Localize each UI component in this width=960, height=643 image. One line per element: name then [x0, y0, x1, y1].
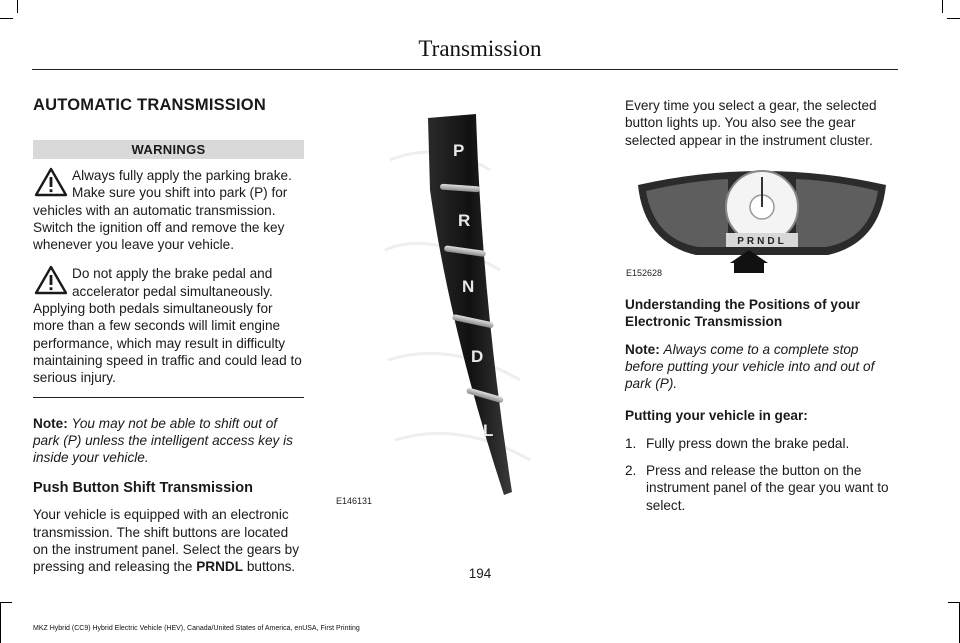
step-text: Fully press down the brake pedal. — [646, 435, 850, 451]
step-number: 2. — [625, 463, 637, 479]
list-item — [625, 435, 896, 452]
warning-text: Always fully apply the parking brake. Make sure you shift into park (P) for vehicles with an automatic transmission. Switch the ignition off and remove the key whenever you leave your vehicle. — [33, 168, 292, 253]
crop-mark — [17, 0, 18, 13]
steps-list — [625, 435, 896, 514]
note-text: You may not be able to shift out of park (P) unless the intelligent access key is inside your vehicle. — [33, 415, 293, 466]
page-number: 194 — [468, 566, 492, 581]
body-text: Your vehicle is equipped with an electronic transmission. The shift buttons are located on the instrument panel. Select the gears by pressing and releasing the — [33, 507, 299, 575]
body-text-end: buttons. — [243, 559, 296, 575]
shifter-button-label: L — [483, 421, 494, 440]
note — [33, 415, 304, 467]
step-text: Press and release the button on the instrument panel of the gear you want to select. — [646, 463, 889, 513]
push-button-shifter-illustration — [380, 100, 550, 510]
right-column — [625, 97, 896, 149]
crop-mark — [948, 602, 960, 603]
page-header-title: Transmission — [418, 36, 542, 61]
header-rule — [32, 69, 898, 70]
warnings-box — [33, 140, 304, 398]
shifter-button-label: P — [453, 141, 465, 160]
body-bold-text: PRNDL — [196, 559, 244, 575]
crop-mark — [947, 18, 960, 19]
cluster-image-code: E152628 — [626, 268, 663, 278]
right-note-label: Note: — [625, 341, 660, 357]
warning-item — [33, 167, 304, 253]
right-note — [625, 341, 896, 393]
shifter-image-code: E146131 — [336, 496, 373, 506]
steps-heading: Putting your vehicle in gear: — [625, 408, 808, 424]
crop-mark — [0, 602, 12, 603]
step-number: 1. — [625, 435, 637, 451]
instrument-cluster-illustration — [628, 165, 896, 280]
warnings-heading: WARNINGS — [33, 140, 304, 159]
footer-text: MKZ Hybrid (CC9) Hybrid Electric Vehicle (HEV), Canada/United States of America, enUSA, First Printing — [33, 625, 360, 632]
shifter-button-label: D — [471, 347, 484, 366]
warning-item — [33, 265, 304, 386]
list-item — [625, 462, 896, 514]
warning-text: Do not apply the brake pedal and accelerator pedal simultaneously. Applying both pedals simultaneously for more than a few seconds will limit engine performance, which may result in difficulty maintaining speed in traffic and could lead to serious injury. — [33, 266, 302, 386]
gear-indicator-text: PRNDL — [737, 236, 787, 247]
shifter-button-label: N — [462, 277, 475, 296]
note-label: Note: — [33, 415, 68, 431]
arrow-up-icon — [734, 262, 764, 273]
right-column-lower — [625, 296, 896, 524]
warnings-rule — [33, 397, 304, 398]
warning-triangle-icon — [33, 167, 69, 197]
crop-mark — [942, 0, 943, 13]
crop-mark — [0, 602, 1, 643]
cluster-screen-right — [796, 179, 878, 247]
right-heading: Understanding the Positions of your Electronic Transmission — [625, 297, 860, 330]
section-title: AUTOMATIC TRANSMISSION — [33, 96, 266, 114]
crop-mark — [0, 18, 13, 19]
subsection-title: Push Button Shift Transmission — [33, 480, 253, 497]
left-column — [33, 96, 304, 576]
shifter-button-label: R — [458, 211, 471, 230]
intro-paragraph: Every time you select a gear, the selected button lights up. You also see the gear selected appear in the instrument cluster. — [625, 98, 877, 148]
warning-triangle-icon — [33, 265, 69, 295]
cluster-screen-left — [646, 179, 728, 247]
right-note-text: Always come to a complete stop before putting your vehicle into and out of park (P). — [625, 341, 875, 392]
